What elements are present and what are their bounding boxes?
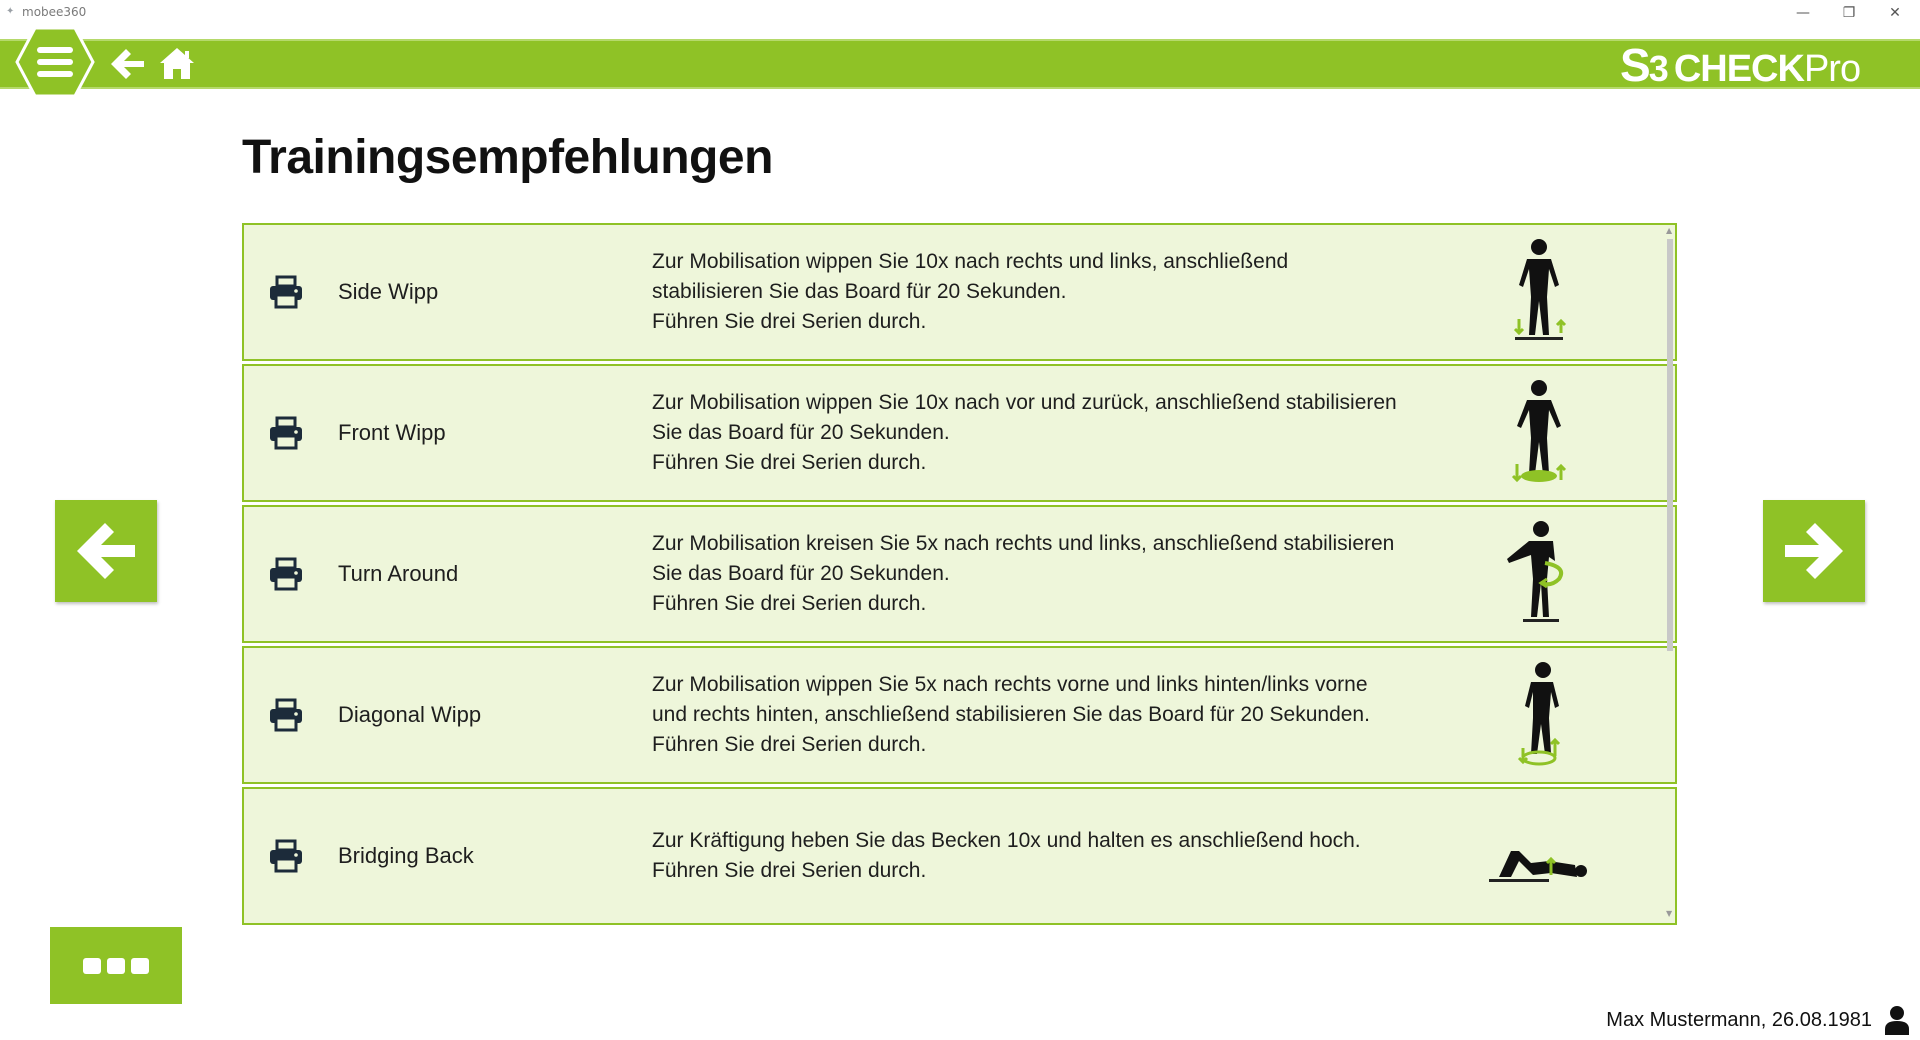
menu-icon: [37, 47, 73, 77]
exercise-name: Side Wipp: [338, 279, 439, 304]
front-wipp-figure-icon: [1489, 376, 1589, 490]
arrow-left-icon: [55, 500, 157, 602]
list-scrollbar[interactable]: [1665, 225, 1675, 923]
exercise-row[interactable]: [242, 364, 1677, 502]
minimize-button[interactable]: —: [1796, 5, 1810, 21]
printer-icon[interactable]: [268, 698, 304, 732]
scroll-down-icon[interactable]: ▼: [1666, 909, 1673, 918]
exercise-description: Zur Mobilisation wippen Sie 5x nach rechts vorne und links hinten/links vorne und rechts hinten, anschließend stabilisieren Sie das Board für 20 Sekunden. Führen Sie drei Serien durch.: [652, 673, 1370, 756]
more-options-button[interactable]: [50, 927, 182, 1004]
exercise-name: Diagonal Wipp: [338, 702, 482, 727]
maximize-button[interactable]: ❐: [1842, 5, 1856, 21]
user-icon[interactable]: [1884, 1005, 1910, 1035]
exercise-description: Zur Kräftigung heben Sie das Becken 10x und halten es anschließend hoch. Führen Sie drei Serien durch.: [652, 829, 1361, 882]
scroll-up-icon[interactable]: ▲: [1666, 226, 1673, 235]
exercise-row[interactable]: [242, 505, 1677, 643]
printer-icon[interactable]: [268, 839, 304, 873]
window-title: mobee360: [22, 5, 87, 19]
exercise-description: Zur Mobilisation wippen Sie 10x nach rechts und links, anschließend stabilisieren Sie das Board für 20 Sekunden. Führen Sie drei Serien durch.: [652, 250, 1289, 333]
printer-icon[interactable]: [268, 416, 304, 450]
printer-icon[interactable]: [268, 557, 304, 591]
home-icon[interactable]: [158, 45, 196, 83]
user-info: [1560, 1005, 1910, 1035]
menu-button[interactable]: [15, 26, 95, 98]
exercise-list[interactable]: [242, 223, 1677, 925]
previous-page-button[interactable]: [55, 500, 157, 602]
page-title: Trainingsempfehlungen: [242, 131, 773, 184]
scrollbar-thumb[interactable]: [1667, 239, 1673, 651]
back-arrow-icon[interactable]: [108, 45, 146, 83]
exercise-description: Zur Mobilisation kreisen Sie 5x nach rechts und links, anschließend stabilisieren Sie das Board für 20 Sekunden. Führen Sie drei Serien durch.: [652, 532, 1395, 615]
exercise-row[interactable]: [242, 646, 1677, 784]
app-icon: ✦: [6, 6, 15, 17]
exercise-name: Turn Around: [338, 561, 459, 586]
exercise-row[interactable]: [242, 787, 1677, 925]
exercise-description: Zur Mobilisation wippen Sie 10x nach vor und zurück, anschließend stabilisieren Sie das Board für 20 Sekunden. Führen Sie drei Serien durch.: [652, 391, 1397, 474]
exercise-name: Bridging Back: [338, 843, 474, 868]
window-titlebar: [0, 0, 1920, 26]
user-name-birthdate: Max Mustermann, 26.08.1981: [1606, 1009, 1872, 1031]
arrow-right-icon: [1763, 500, 1865, 602]
app-logo: S3 CHECKPro: [1620, 39, 1861, 91]
exercise-row[interactable]: [242, 223, 1677, 361]
exercise-name: Front Wipp: [338, 420, 446, 445]
close-button[interactable]: ✕: [1889, 5, 1901, 21]
side-wipp-figure-icon: [1489, 235, 1589, 349]
diagonal-wipp-figure-icon: [1489, 658, 1589, 772]
turn-around-figure-icon: [1489, 517, 1589, 631]
more-dots-icon: [50, 927, 182, 1004]
bridging-back-figure-icon: [1489, 799, 1589, 913]
next-page-button[interactable]: [1763, 500, 1865, 602]
printer-icon[interactable]: [268, 275, 304, 309]
